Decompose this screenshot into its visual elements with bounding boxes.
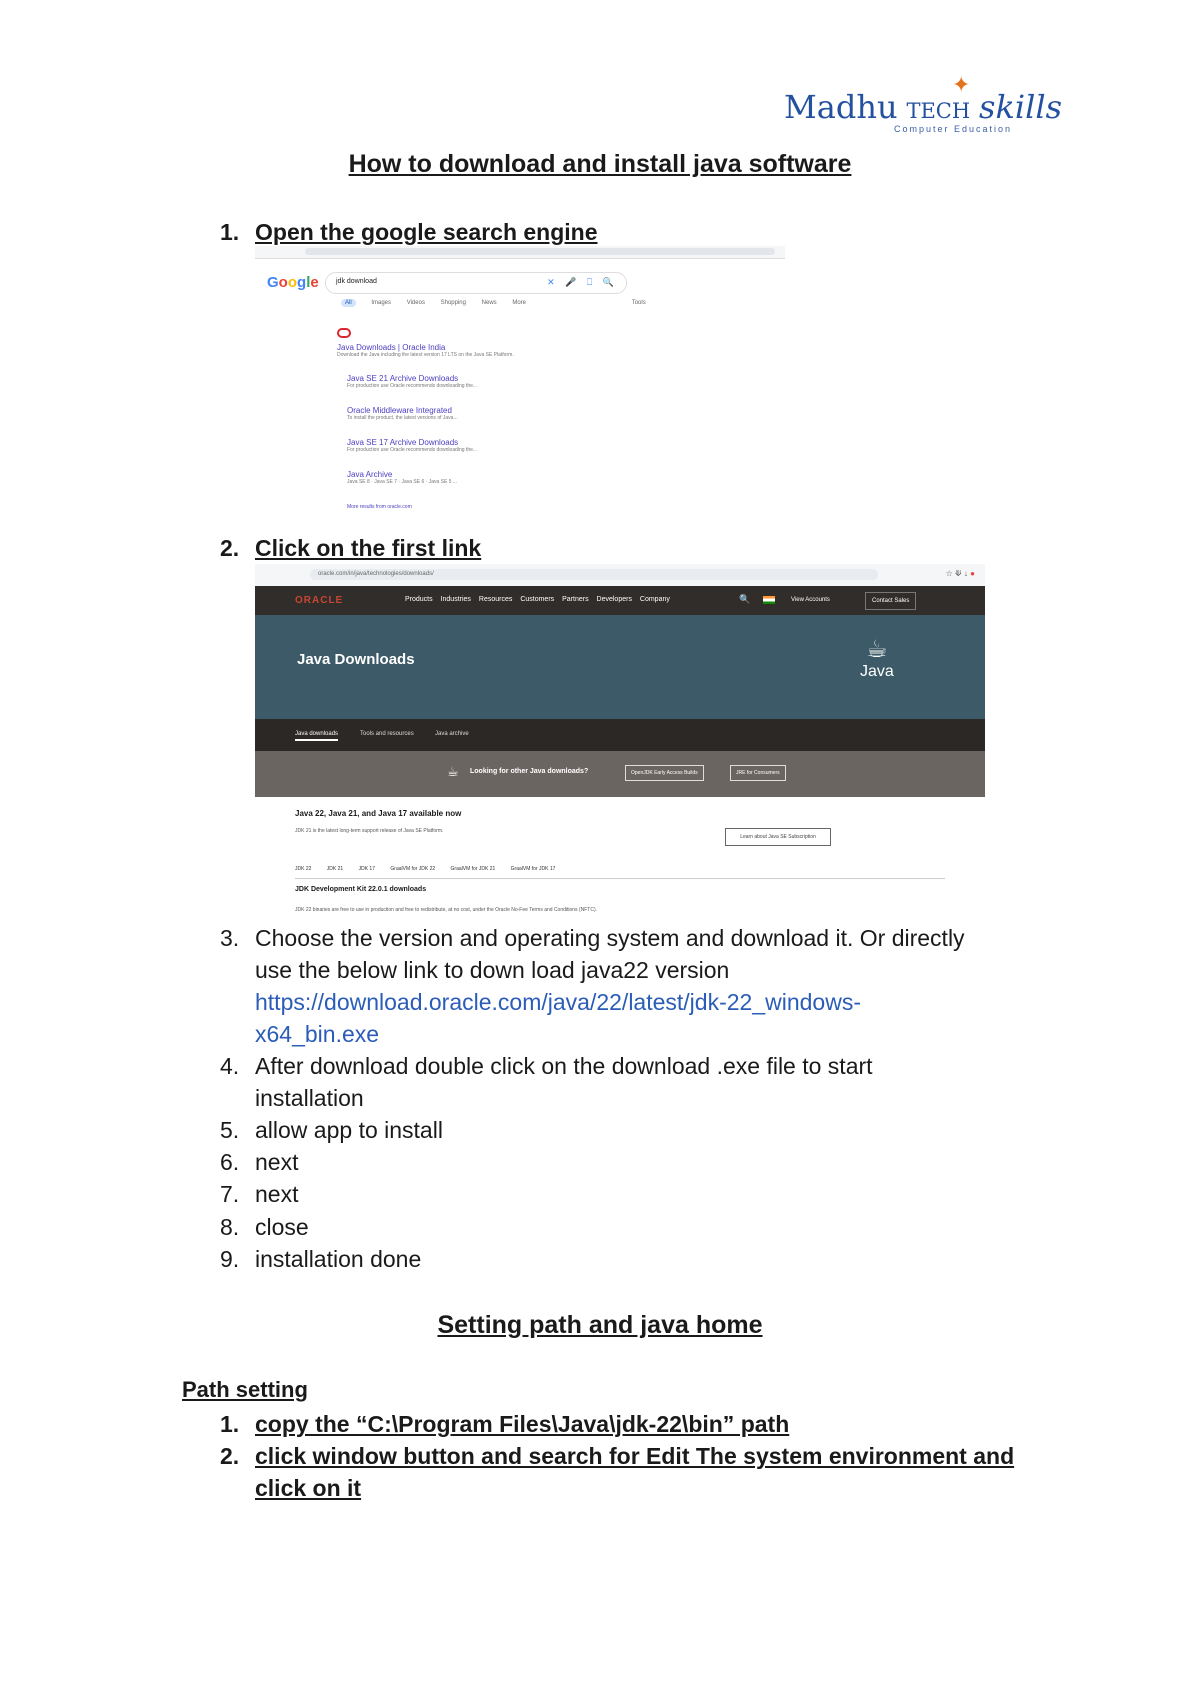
browser-actions-icons: ☆ ⟱ ↓ ● bbox=[945, 569, 975, 578]
path-setting-heading: Path setting bbox=[182, 1377, 308, 1402]
openjdk-button[interactable]: OpenJDK Early Access Builds bbox=[625, 765, 704, 781]
logo-wordmark bbox=[784, 88, 1062, 126]
step-text: next bbox=[255, 1149, 299, 1175]
more-results-link[interactable]: More results from oracle.com bbox=[347, 504, 412, 510]
logo-tagline: Computer Education bbox=[894, 124, 1013, 134]
section-title-path: Setting path and java home bbox=[437, 1311, 763, 1339]
banner-lead-text: Looking for other Java downloads? bbox=[470, 768, 589, 775]
google-search-input[interactable] bbox=[325, 272, 627, 294]
hero-banner bbox=[255, 615, 985, 719]
search-tabs bbox=[341, 300, 660, 306]
step-line: click window button and search for Edit The system environment and bbox=[255, 1443, 1015, 1469]
search-icons: ✕ 🎤 ⎕ 🔍 bbox=[547, 277, 618, 287]
result-desc: To install the product, the latest versions of Java... bbox=[347, 415, 458, 421]
result-desc: Java SE 8 · Java SE 7 · Java SE 6 · Java SE 5 ... bbox=[347, 479, 458, 485]
step-number: 1. bbox=[220, 1411, 240, 1437]
divider bbox=[295, 878, 945, 879]
tab-shopping[interactable]: Shopping bbox=[440, 300, 466, 306]
result-desc: For production use Oracle recommends downloading the... bbox=[347, 447, 478, 453]
step-number: 4. bbox=[220, 1053, 240, 1079]
oracle-menu bbox=[405, 596, 676, 603]
menu-resources[interactable]: Resources bbox=[478, 596, 513, 603]
step-text: close bbox=[255, 1214, 309, 1240]
step-number: 7. bbox=[220, 1181, 240, 1207]
step-number: 6. bbox=[220, 1149, 240, 1175]
tab-tools-resources[interactable]: Tools and resources bbox=[360, 731, 414, 737]
tab-java-archive[interactable]: Java archive bbox=[435, 731, 469, 737]
oracle-java-downloads-screenshot bbox=[255, 564, 985, 919]
address-bar bbox=[305, 248, 775, 255]
tab-jdk-17[interactable]: JDK 17 bbox=[358, 866, 375, 872]
search-result bbox=[347, 374, 477, 389]
result-title[interactable]: Java SE 17 Archive Downloads bbox=[347, 438, 459, 447]
step-line: After download double click on the download .exe file to start bbox=[255, 1053, 873, 1079]
view-accounts-button[interactable]: View Accounts bbox=[791, 597, 830, 603]
java-cup-icon: ☕ bbox=[866, 636, 888, 663]
available-subtext: JDK 21 is the latest long-term support release of Java SE Platform. bbox=[295, 828, 444, 834]
search-query: jdk download bbox=[336, 278, 377, 285]
step-line: installation bbox=[255, 1085, 364, 1111]
download-link[interactable]: https://download.oracle.com/java/22/latest/jdk-22_windows- bbox=[255, 989, 861, 1015]
search-result bbox=[337, 343, 514, 358]
tab-tools[interactable]: Tools bbox=[631, 300, 646, 306]
search-result bbox=[347, 438, 477, 453]
menu-partners[interactable]: Partners bbox=[562, 596, 589, 603]
logo-name-tech: tech bbox=[906, 91, 971, 126]
contact-sales-button[interactable]: Contact Sales bbox=[865, 592, 916, 610]
step-text bbox=[255, 1050, 1025, 1114]
step-number: 1. bbox=[220, 219, 240, 245]
step-line: use the below link to down load java22 version bbox=[255, 957, 730, 983]
result-desc: For production use Oracle recommends downloading the... bbox=[347, 383, 478, 389]
step-number: 8. bbox=[220, 1214, 240, 1240]
tab-news[interactable]: News bbox=[481, 300, 497, 306]
step-number: 3. bbox=[220, 925, 240, 951]
browser-toolbar bbox=[255, 246, 785, 259]
google-logo: Google bbox=[267, 274, 319, 291]
company-logo bbox=[784, 72, 1062, 134]
india-flag-icon[interactable] bbox=[763, 596, 775, 604]
step-text bbox=[255, 1440, 1025, 1504]
tab-graalvm-22[interactable]: GraalVM for JDK 22 bbox=[390, 866, 436, 872]
result-desc: Download the Java including the latest version 17 LTS on the Java SE Platform. bbox=[337, 352, 514, 358]
search-result bbox=[347, 470, 457, 485]
search-result bbox=[347, 406, 458, 421]
step-text: next bbox=[255, 1181, 299, 1207]
step-number: 2. bbox=[220, 1443, 240, 1469]
other-downloads-banner bbox=[255, 751, 985, 797]
tab-java-downloads[interactable]: Java downloads bbox=[295, 731, 338, 741]
kit-heading: JDK Development Kit 22.0.1 downloads bbox=[295, 886, 427, 893]
hero-title: Java Downloads bbox=[297, 651, 415, 668]
step-text: Click on the first link bbox=[255, 535, 482, 561]
oracle-favicon-icon bbox=[337, 328, 351, 338]
oracle-navbar bbox=[255, 586, 985, 615]
tab-more[interactable]: More bbox=[512, 300, 527, 306]
available-heading: Java 22, Java 21, and Java 17 available now bbox=[295, 809, 462, 818]
logo-name-skills: skills bbox=[979, 88, 1062, 126]
tab-videos[interactable]: Videos bbox=[406, 300, 425, 306]
menu-developers[interactable]: Developers bbox=[596, 596, 632, 603]
page-title: How to download and install java software bbox=[348, 150, 852, 178]
step-text: allow app to install bbox=[255, 1117, 443, 1143]
menu-company[interactable]: Company bbox=[639, 596, 670, 603]
step-text: Open the google search engine bbox=[255, 219, 598, 245]
kit-subtext: JDK 22 binaries are free to use in production and free to redistribute, at no cost, under the Oracle No-Fee Terms and Conditions (NFTC). bbox=[295, 907, 597, 913]
step-text bbox=[255, 922, 1025, 1050]
tab-images[interactable]: Images bbox=[371, 300, 392, 306]
java-cup-small-icon: ☕ bbox=[447, 764, 459, 779]
tab-jdk-22[interactable]: JDK 22 bbox=[295, 866, 312, 872]
logo-spark-icon: ✦ bbox=[952, 72, 971, 97]
step-text: copy the “C:\Program Files\Java\jdk-22\bin” path bbox=[255, 1411, 790, 1437]
step-number: 5. bbox=[220, 1117, 240, 1143]
step-line: click on it bbox=[255, 1475, 362, 1501]
result-title[interactable]: Java Downloads | Oracle India bbox=[337, 343, 446, 352]
step-number: 9. bbox=[220, 1246, 240, 1272]
step-number: 2. bbox=[220, 535, 240, 561]
google-search-screenshot bbox=[255, 246, 785, 522]
step-text: installation done bbox=[255, 1246, 422, 1272]
logo-name-madhu: Madhu bbox=[784, 88, 898, 126]
learn-subscription-button[interactable]: Learn about Java SE Subscription bbox=[725, 828, 831, 846]
java-logo bbox=[860, 637, 894, 681]
tab-jdk-21[interactable]: JDK 21 bbox=[326, 866, 344, 872]
tab-graalvm-17[interactable]: GraalVM for JDK 17 bbox=[510, 866, 556, 872]
address-bar[interactable]: oracle.com/in/java/technologies/downloads/ bbox=[310, 569, 878, 580]
version-tabs bbox=[295, 866, 569, 872]
oracle-logo[interactable]: ORACLE bbox=[295, 595, 344, 606]
result-title[interactable]: Java Archive bbox=[347, 470, 393, 479]
download-link-continued[interactable]: x64_bin.exe bbox=[255, 1021, 380, 1047]
menu-industries[interactable]: Industries bbox=[440, 596, 471, 603]
menu-products[interactable]: Products bbox=[405, 596, 433, 603]
browser-toolbar bbox=[255, 564, 985, 587]
tab-all[interactable]: All bbox=[341, 299, 356, 307]
jre-consumers-button[interactable]: JRE for Consumers bbox=[730, 765, 786, 781]
step-line: Choose the version and operating system and download it. Or directly bbox=[255, 925, 965, 951]
result-title[interactable]: Oracle Middleware Integrated bbox=[347, 406, 452, 415]
menu-customers[interactable]: Customers bbox=[520, 596, 555, 603]
result-title[interactable]: Java SE 21 Archive Downloads bbox=[347, 374, 459, 383]
java-logo-text: Java bbox=[860, 663, 894, 680]
search-icon[interactable]: 🔍 bbox=[739, 594, 751, 604]
downloads-tabs bbox=[255, 719, 985, 751]
tab-graalvm-21[interactable]: GraalVM for JDK 21 bbox=[450, 866, 496, 872]
